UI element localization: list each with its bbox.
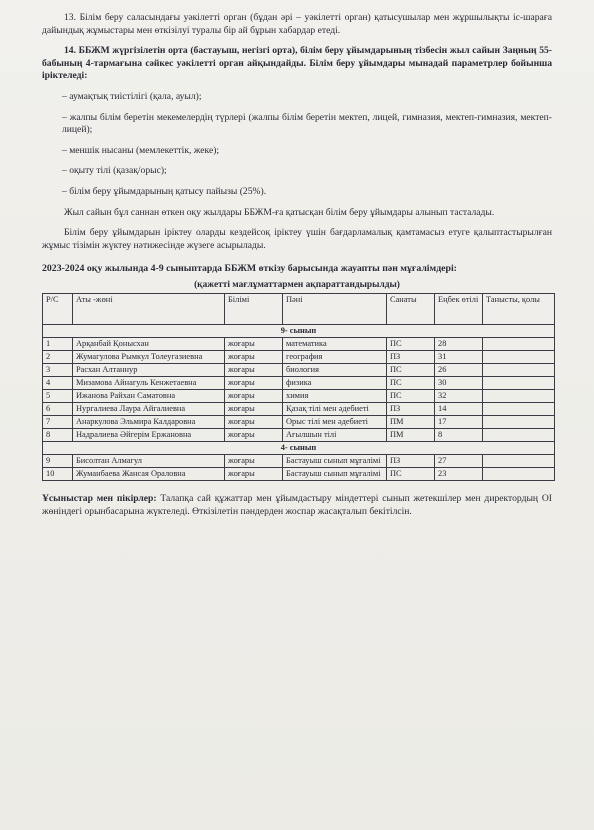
table-row	[43, 454, 555, 467]
cell-category: ПС	[387, 337, 435, 350]
col-header-education: Білімі	[225, 293, 283, 324]
cell-signature	[483, 428, 555, 441]
col-header-name: Аты -жөні	[73, 293, 225, 324]
teachers-table	[42, 293, 555, 481]
table-title: 2023-2024 оқу жылында 4-9 сыныптарда ББЖМ өткізу барысында жауапты пән мұғалімдері:	[42, 263, 457, 275]
cell-number: 6	[43, 402, 73, 415]
cell-number: 10	[43, 467, 73, 480]
cell-category: ПС	[387, 376, 435, 389]
cell-category: ПМ	[387, 415, 435, 428]
cell-experience: 28	[435, 337, 483, 350]
cell-education: жоғары	[225, 363, 283, 376]
cell-education: жоғары	[225, 467, 283, 480]
cell-number: 7	[43, 415, 73, 428]
recommendations-label: Ұсыныстар мен пікірлер:	[42, 492, 157, 504]
table-row	[43, 376, 555, 389]
cell-number: 9	[43, 454, 73, 467]
cell-name: Бисолтан Алмагул	[73, 454, 225, 467]
cell-experience: 17	[435, 415, 483, 428]
cell-category: ПЗ	[387, 350, 435, 363]
cell-subject: физика	[283, 376, 387, 389]
cell-experience: 23	[435, 467, 483, 480]
table-row	[43, 363, 555, 376]
cell-number: 8	[43, 428, 73, 441]
cell-education: жоғары	[225, 350, 283, 363]
col-header-number: Р/С	[43, 293, 73, 324]
cell-experience: 30	[435, 376, 483, 389]
cell-category: ПЗ	[387, 454, 435, 467]
paragraph-exclusion: Жыл сайын бұл саннан өткен оқу жылдары ББЖМ-ға қатысқан білім беру ұйымдары алынып тасталады.	[64, 206, 495, 218]
cell-number: 4	[43, 376, 73, 389]
cell-experience: 32	[435, 389, 483, 402]
section-label: 9- сынып	[43, 324, 555, 337]
cell-signature	[483, 376, 555, 389]
cell-subject: математика	[283, 337, 387, 350]
cell-experience: 8	[435, 428, 483, 441]
cell-subject: биология	[283, 363, 387, 376]
cell-name: Расхан Алтаннур	[73, 363, 225, 376]
cell-name: Жумагулова Рымкул Толеугазиевна	[73, 350, 225, 363]
cell-name: Арқанбай Қонысхан	[73, 337, 225, 350]
paragraph-selection: Білім беру ұйымдарын іріктеу оларды кездейсоқ іріктеу үшін бағдарламалық қамтамасыз етуге қалыптастырылған жұмыс тізімін жүктеу нәтижесінде жүзеге асырылады.	[42, 227, 552, 251]
cell-name: Ижанова Райхан Саматовна	[73, 389, 225, 402]
cell-signature	[483, 454, 555, 467]
section-row-grade-9	[43, 324, 555, 337]
cell-subject: Ағылшын тілі	[283, 428, 387, 441]
cell-education: жоғары	[225, 454, 283, 467]
cell-education: жоғары	[225, 337, 283, 350]
cell-signature	[483, 467, 555, 480]
recommendations-text: Талапқа сай құжаттар мен ұйымдастыру міндеттері сынып жетекшілер мен директордың ОІ жөніндегі орынбасарына жүктеледі. Өткізілетін пәндерден жоспар жасақталып бекітілсін.	[42, 492, 552, 517]
cell-name: Надралиева Әйгерім Ержановна	[73, 428, 225, 441]
cell-subject: Бастауыш сынып мұғалімі	[283, 454, 387, 467]
col-header-experience: Еңбек өтілі	[435, 293, 483, 324]
cell-experience: 31	[435, 350, 483, 363]
cell-subject: Бастауыш сынып мұғалімі	[283, 467, 387, 480]
cell-experience: 27	[435, 454, 483, 467]
cell-education: жоғары	[225, 428, 283, 441]
table-row	[43, 467, 555, 480]
cell-education: жоғары	[225, 389, 283, 402]
cell-category: ПМ	[387, 428, 435, 441]
section-label: 4- сынып	[43, 441, 555, 454]
cell-name: Нургалиева Лаура Айгалиевна	[73, 402, 225, 415]
cell-subject: Орыс тілі мен әдебиеті	[283, 415, 387, 428]
col-header-signature: Танысты, қолы	[483, 293, 555, 324]
table-row	[43, 389, 555, 402]
cell-number: 3	[43, 363, 73, 376]
paragraph-13: 13. Білім беру саласындағы уәкілетті орган (бұдан әрі – уәкілетті орган) қатысушылар мен жұршылықты іс-шараға дайындық жұмыстары мен өткізілуі туралы бір ай бұрын хабардар етеді.	[42, 12, 552, 36]
recommendations	[42, 493, 552, 518]
cell-category: ПС	[387, 363, 435, 376]
cell-education: жоғары	[225, 415, 283, 428]
table-row	[43, 428, 555, 441]
col-header-category: Санаты	[387, 293, 435, 324]
cell-signature	[483, 363, 555, 376]
cell-name: Мизамова Айнагуль Кенжетаевна	[73, 376, 225, 389]
cell-name: Анаркулова Эльмира Калдаровна	[73, 415, 225, 428]
cell-subject: география	[283, 350, 387, 363]
cell-signature	[483, 389, 555, 402]
cell-experience: 26	[435, 363, 483, 376]
section-row-grade-4	[43, 441, 555, 454]
cell-number: 2	[43, 350, 73, 363]
cell-signature	[483, 415, 555, 428]
table-row	[43, 337, 555, 350]
cell-signature	[483, 337, 555, 350]
table-header-row	[43, 293, 555, 324]
bullet-participation: – білім беру ұйымдарының қатысу пайызы (25%).	[62, 185, 267, 197]
cell-category: ПС	[387, 389, 435, 402]
table-row	[43, 350, 555, 363]
cell-experience: 14	[435, 402, 483, 415]
bullet-territory: – аумақтық тиістілігі (қала, ауыл);	[62, 90, 202, 102]
cell-signature	[483, 402, 555, 415]
cell-subject: химия	[283, 389, 387, 402]
paragraph-14: 14. ББЖМ жүргізілетін орта (бастауыш, негізгі орта), білім беру ұйымдарының тізбесін жыл сайын Заңның 55-бабының 4-тармағына сәйкес уәкілетті орган айқындайды. Білім беру ұйымдары мынадай параметрлер бойынша іріктеледі:	[42, 45, 552, 82]
bullet-school-types: – жалпы білім беретін мекемелердің түрлері (жалпы білім беретін мектеп, лицей, гимназия, мектеп-гимназия, мектеп-лицей);	[62, 111, 552, 136]
cell-number: 1	[43, 337, 73, 350]
cell-category: ПС	[387, 467, 435, 480]
bullet-language: – оқыту тілі (қазақ/орыс);	[62, 165, 167, 177]
cell-education: жоғары	[225, 376, 283, 389]
cell-education: жоғары	[225, 402, 283, 415]
cell-signature	[483, 350, 555, 363]
col-header-subject: Пәні	[283, 293, 387, 324]
bullet-ownership: – меншік нысаны (мемлекеттік, жеке);	[62, 144, 220, 156]
table-row	[43, 415, 555, 428]
table-row	[43, 402, 555, 415]
cell-subject: Қазақ тілі мен әдебиеті	[283, 402, 387, 415]
table-subtitle: (қажетті мағлұматтармен ақпараттандырылды)	[194, 279, 400, 290]
cell-number: 5	[43, 389, 73, 402]
cell-category: ПЗ	[387, 402, 435, 415]
cell-name: Жуманбаева Жансая Ораловна	[73, 467, 225, 480]
